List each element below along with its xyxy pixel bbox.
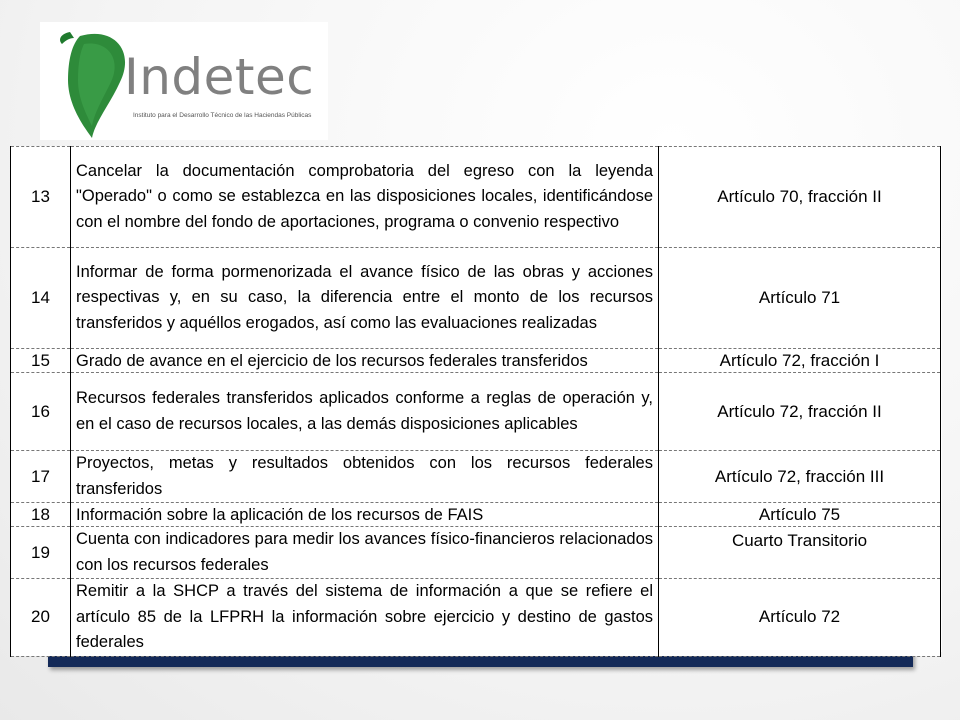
- row-article: Artículo 71: [659, 248, 941, 349]
- table-row: [11, 527, 941, 579]
- row-description: Cuenta con indicadores para medir los avances físico-financieros relacionados con los recursos federales: [71, 527, 659, 579]
- indetec-logo: [40, 22, 328, 140]
- row-description: Información sobre la aplicación de los recursos de FAIS: [71, 503, 659, 527]
- row-article: Artículo 72, fracción II: [659, 373, 941, 451]
- table-row: [11, 579, 941, 657]
- logo-subtitle: Instituto para el Desarrollo Técnico de las Haciendas Públicas: [133, 112, 312, 119]
- row-description: Recursos federales transferidos aplicados conforme a reglas de operación y, en el caso de recursos locales, a las demás disposiciones aplicables: [71, 373, 659, 451]
- row-description: Cancelar la documentación comprobatoria del egreso con la leyenda "Operado" o como se establezca en las disposiciones locales, identificándose con el nombre del fondo de aportaciones, programa o convenio respectivo: [71, 147, 659, 248]
- logo-wordmark: Indetec: [124, 48, 315, 106]
- row-article: Cuarto Transitorio: [659, 527, 941, 579]
- row-number: 14: [11, 248, 71, 349]
- row-number: 20: [11, 579, 71, 657]
- row-article: Artículo 72, fracción III: [659, 451, 941, 503]
- table-row: [11, 248, 941, 349]
- table-row: [11, 503, 941, 527]
- row-number: 19: [11, 527, 71, 579]
- row-article: Artículo 70, fracción II: [659, 147, 941, 248]
- row-description: Remitir a la SHCP a través del sistema de información a que se refiere el artículo 85 de la LFPRH la información sobre ejercicio y destino de gastos federales: [71, 579, 659, 657]
- row-article: Artículo 72, fracción I: [659, 349, 941, 373]
- row-number: 16: [11, 373, 71, 451]
- row-article: Artículo 75: [659, 503, 941, 527]
- row-number: 18: [11, 503, 71, 527]
- table-row: [11, 373, 941, 451]
- obligations-table: [10, 146, 942, 652]
- row-number: 17: [11, 451, 71, 503]
- row-article: Artículo 72: [659, 579, 941, 657]
- row-number: 15: [11, 349, 71, 373]
- row-description: Informar de forma pormenorizada el avance físico de las obras y acciones respectivas y, en su caso, la diferencia entre el monto de los recursos transferidos y aquéllos erogados, así como las evaluaciones realizadas: [71, 248, 659, 349]
- row-number: 13: [11, 147, 71, 248]
- table-row: [11, 451, 941, 503]
- row-description: Grado de avance en el ejercicio de los recursos federales transferidos: [71, 349, 659, 373]
- table-row: [11, 349, 941, 373]
- table-row: [11, 147, 941, 248]
- row-description: Proyectos, metas y resultados obtenidos con los recursos federales transferidos: [71, 451, 659, 503]
